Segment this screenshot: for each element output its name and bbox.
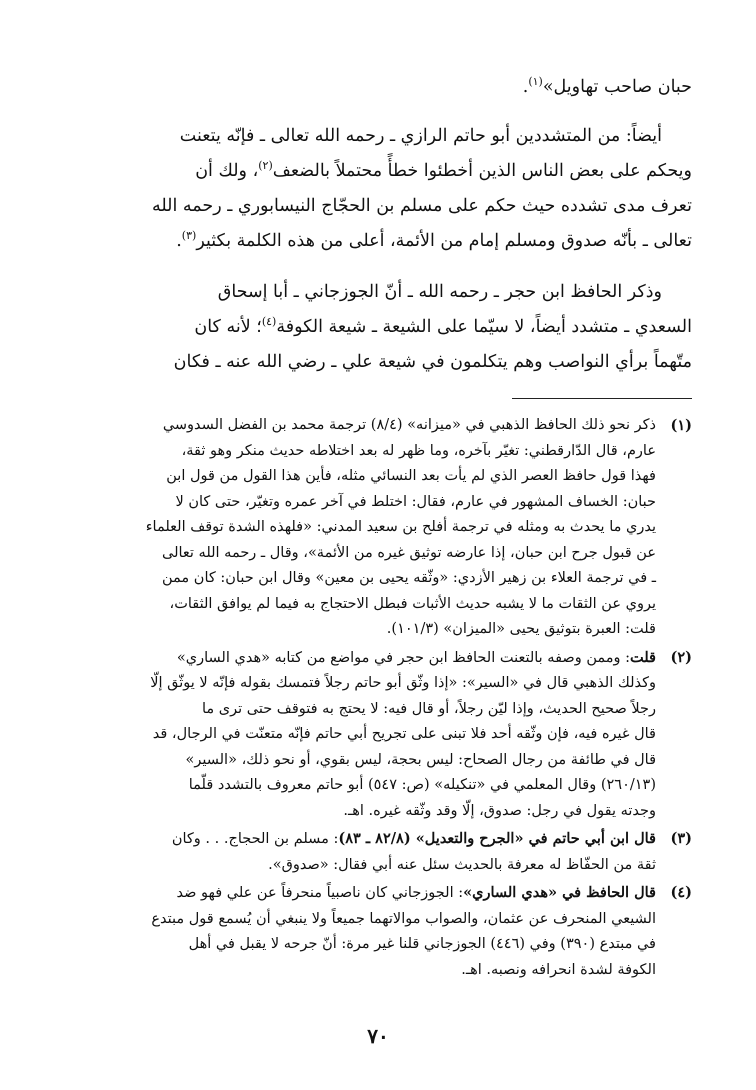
text-run: . <box>176 231 182 251</box>
footnote-body <box>50 880 656 983</box>
footnote-ref-3: (٣) <box>181 229 197 243</box>
footnote-ref-2: (٢) <box>258 159 273 173</box>
footnote-lead: قال الحافظ في «هدي الساري» <box>463 884 656 901</box>
footnote-body <box>50 826 656 878</box>
footnote-text: : مسلم بن الحجاج. . . وكان ثقة من الحفّاظ له معرفة بالحديث سئل عنه أبي فقال: «صدوق». <box>171 831 656 873</box>
text-run: حبان صاحب تهاويل» <box>542 77 692 97</box>
footnote-number: (٤) <box>670 884 692 901</box>
footnote-number: (٣) <box>670 830 692 847</box>
footnote-lead: قلت <box>630 648 656 666</box>
text-run: ؛ لأنه كان متّهماً برأي النواصب وهم يتكلمون في شيعة علي ـ رضي الله عنه ـ فكان <box>173 317 692 372</box>
paragraph-jawzajani <box>50 275 692 380</box>
footnote-ref-1: (١) <box>528 75 543 89</box>
main-text <box>50 70 692 380</box>
text-run: أيضاً: من المتشددين أبو حاتم الرازي ـ رحمه الله تعالى ـ فإنّه يتعنت ويحكم على بعض الناس الذين أخطئوا خطأً محتملاً بالضعف <box>179 126 692 181</box>
footnote-ref-4: (٤) <box>261 315 277 329</box>
paragraph-continued <box>50 70 692 105</box>
text-run: . <box>522 77 529 97</box>
footnote-text: ذكر نحو ذلك الحافظ الذهبي في «ميزانه» (٨/٤) ترجمة محمد بن الفضل السدوسي عارم، قال الدّارقطني: تغيّر بآخره، وما ظهر له بعد اختلاطه حديث منكر وهو ثقة، فهذا قول حافظ العصر الذي لم يأت بعد النسائي مثله، فأين هذا القول من قول ابن حبان: الخساف المشهور في عارم، فقال: اختلط في آخر عمره وتغيّر، حتى كان لا يدري ما يحدث به ومثله في ترجمة أفلح بن سعيد المدني: «فلهذه الشدة توقف العلماء عن قبول جرح ابن حبان، إذا عارضه توثيق غيره من الأئمة»، وقال ـ رحمه الله تعالى ـ في ترجمة العلاء بن زهير الأزدي: «وثّقه يحيى بن معين» وقال ابن حبان: كان ممن يروي عن الثقات ما لا يشبه حديث الأثبات فبطل الاحتجاج به فيما لم يوافق الثقات، قلت: العبرة بتوثيق يحيى «الميزان» (١٠١/٣). <box>145 417 656 637</box>
footnote-text: : الجوزجاني كان ناصبياً منحرفاً عن علي فهو ضد الشيعي المنحرف عن عثمان، والصواب موالاتهما جميعاً ولا ينبغي أن يُسمع قول مبتدع في مبتدع (٣٩٠) وفي (٤٤٦) الجوزجاني قلنا غير مرة: أنّ جرحه لا يقبل في أهل الكوفة لشدة انحرافه ونصبه. اهـ. <box>151 885 656 978</box>
text-run: ، ولك أن تعرف مدى تشدده حيث حكم على مسلم بن الحجّاج النيسابوري ـ رحمه الله تعالى ـ بأنّه صدوق ومسلم إمام من الأئمة، أعلى من هذه الكلمة بكثير <box>151 161 692 251</box>
footnote-lead: قال ابن أبي حاتم في «الجرح والتعديل» (٨٢/٨ ـ ٨٣) <box>338 830 656 847</box>
footnote-2 <box>50 645 692 825</box>
paragraph-abu-hatim <box>50 119 692 259</box>
footnote-3 <box>50 826 692 878</box>
page-number: ٧٠ <box>367 1024 389 1048</box>
footnote-separator <box>512 398 692 399</box>
footnote-text: : وممن وصفه بالتعنت الحافظ ابن حجر في مواضع من كتابه «هدي الساري» وكذلك الذهبي قال في «السير»: «إذا وثّق أبو حاتم رجلاً فتمسك بقوله فإنّه لا يوثّق إلّا رجلاً صحيح الحديث، وإذا ليّن رجلاً، أو قال فيه: لا يحتج به فتوقف حتى ترى ما قال غيره فيه، فإن وثّقه أحد فلا تبنى على تجريح أبي حاتم فإنّه متعنّت في الرجال، قد قال في طائفة من رجال الصحاح: ليس بحجة، ليس بقوي، أو نحو ذلك، «السير» (٢٦٠/١٣) وقال المعلمي في «تنكيله» (ص: ٥٤٧) أبو حاتم معروف بالتشدد قلّما وجدته يقول في رجل: صدوق، إلّا وقد وثّقه غيره. اهـ. <box>150 649 656 819</box>
footnote-number: (٢) <box>670 648 692 666</box>
footnotes <box>50 413 692 983</box>
text-run: وذكر الحافظ ابن حجر ـ رحمه الله ـ أنّ الجوزجاني ـ أبا إسحاق السعدي ـ متشدد أيضاً، لا سيّما على الشيعة ـ شيعة الكوفة <box>217 282 692 337</box>
footnote-body <box>50 645 656 825</box>
footnote-number: (١) <box>670 417 692 434</box>
footnote-1 <box>50 413 692 643</box>
footnote-4 <box>50 880 692 983</box>
